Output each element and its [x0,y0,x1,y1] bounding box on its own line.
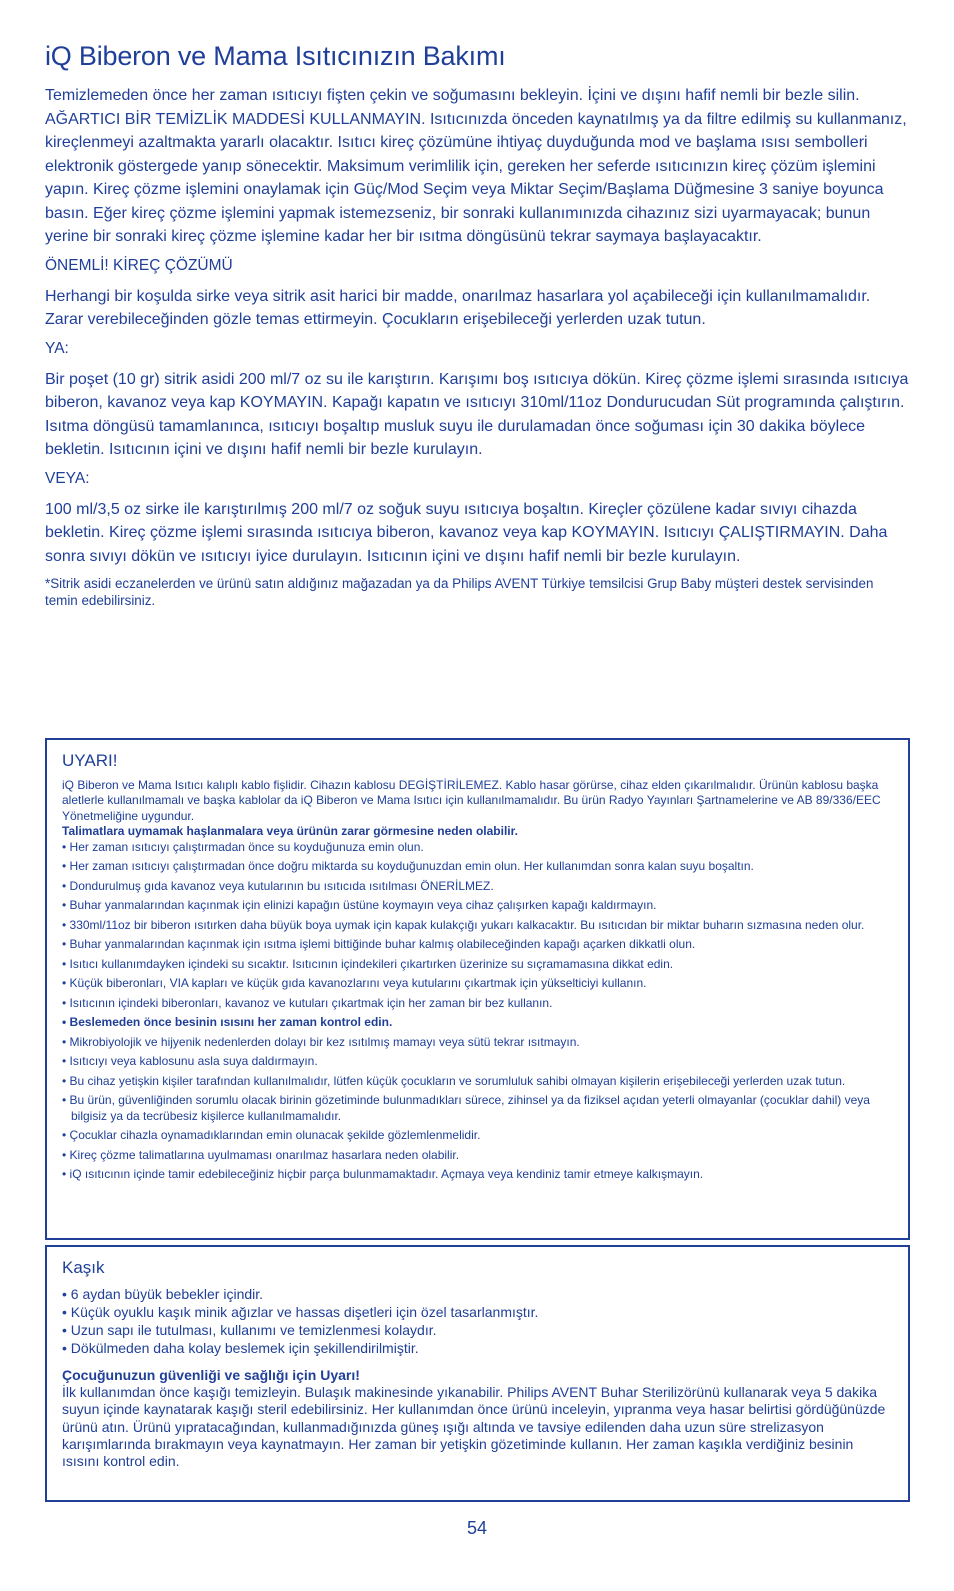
page-number: 54 [466,1518,488,1538]
ya-label: YA: [45,339,69,357]
warning-item: • Dondurulmuş gıda kavanoz veya kutularının bu ısıtıcıda ısıtılması ÖNERİLMEZ. [62,878,494,893]
warning-list [62,840,894,1183]
spoon-warning-title: Çocuğunuzun güvenliği ve sağlığı için Uyarı! [62,1367,360,1383]
spoon-item: • 6 aydan büyük bebekler içindir. [62,1286,264,1302]
important-label: ÖNEMLİ! KİREÇ ÇÖZÜMÜ [45,256,233,274]
warning-item: • Isıtıcıyı veya kablosunu asla suya daldırmayın. [62,1054,318,1069]
ya-paragraph: Bir poşet (10 gr) sitrik asidi 200 ml/7 oz su ile karıştırın. Karışımı boş ısıtıcıya dökün. Kireç çözme işlemi sırasında ısıtıcıya biberon, kavanoz veya kap KOYMAYIN. Kapağı kapatın ve ısıtıcıyı 310ml/11oz Dondurucudan Süt programında çalıştırın. Isıtma döngüsü tamamlanınca, ısıtıcıyı boşaltıp musluk suyu ile durulamadan önce soğuması için 30 dakika böylece bekletin. Isıtıcının içini ve dışını hafif nemli bir bezle kurulayın. [45,370,909,458]
spoon-item: • Dökülmeden daha kolay beslemek için şekillendirilmiştir. [62,1340,419,1356]
warning-box [45,738,910,1240]
warning-item: • 330ml/11oz bir biberon ısıtırken daha büyük boya uymak için kapak kulakçığı yukarı kalkacaktır. Bu ısıtıcıdan bir miktar buharın sızmasına neden olur. [62,917,865,932]
warning-bold-line: Talimatlara uymamak haşlanmalara veya ürünün zarar görmesine neden olabilir. [62,824,518,839]
warning-item: • iQ ısıtıcının içinde tamir edebileceğiniz hiçbir parça bulunmamaktadır. Açmaya veya kendiniz tamir etmeye kalkışmayın. [62,1167,704,1182]
veya-paragraph: 100 ml/3,5 oz sirke ile karıştırılmış 200 ml/7 oz soğuk suyu ısıtıcıya boşaltın. Kireçler çözülene kadar sıvıyı cihazda bekletin. Kireç çözme işlemi sırasında ısıtıcıya biberon, kavanoz veya kap KOYMAYIN. Isıtıcıyı ÇALIŞTIRMAYIN. Daha sonra sıvıyı dökün ve ısıtıcıyı iyice durulayın. Isıtıcının içini ve dışını hafif nemli bir bezle kurulayın. [45,500,888,565]
warning-item: • Buhar yanmalarından kaçınmak için ısıtma işlemi bittiğinde buhar kalmış olabileceğinden kapağı açarken dikkatli olun. [62,937,696,952]
warning-item: • Küçük biberonları, VIA kapları ve küçük gıda kavanozlarını veya kutularını çıkartmak için yükselticiyi kullanın. [62,976,647,991]
spoon-box [45,1245,910,1502]
warning-item: • Buhar yanmalarından kaçınmak için elinizi kapağın üstüne koymayın veya cihaz çalışırken kapağı kaldırmayın. [62,898,657,913]
warning-item: • Her zaman ısıtıcıyı çalıştırmadan önce su koyduğunuza emin olun. [62,839,424,854]
warning-item: • Her zaman ısıtıcıyı çalıştırmadan önce doğru miktarda su koyduğunuzdan emin olun. Her kullanımdan sonra kalan suyu boşaltın. [62,859,754,874]
warning-intro: iQ Biberon ve Mama Isıtıcı kalıplı kablo fişlidir. Cihazın kablosu DEGİŞTİRİLEMEZ. Kablo hasar görürse, cihaz elden çıkarılmalıdır. Ürünün kablosu başka aletlerle kullanılmamalı ve başka kablolar da iQ Biberon ve Mama Isıtıcı için kullanılmamalıdır. Bu ürün Radyo Yayınları Şartnamelerine ve AB 89/336/EEC Yönetmeliğine uygundur. [62,778,881,823]
spoon-warning-text: İlk kullanımdan önce kaşığı temizleyin. Bulaşık makinesinde yıkanabilir. Philips AVENT Buhar Sterilizörünü kullanarak veya 5 dakika suyun içinde kaynatarak kaşığı steril edebilirsiniz. Her kullanımdan önce ürünü inceleyin, yıpranma veya hasar belirtisi gördüğünüzde ürünü atın. Ürünü yıpratacağından, kullanmadığınızda güneş ışığı altında ve tavsiye edilenden daha uzun süre strelizasyon karışımlarında bırakmayın veya kaynatmayın. Her zaman bir yetişkin gözetiminde kullanın. Her zaman kaşıkla verdiğiniz besinin ısısını kontrol edin. [62,1384,886,1470]
intro-paragraph: Temizlemeden önce her zaman ısıtıcıyı fişten çekin ve soğumasını bekleyin. İçini ve dışını hafif nemli bir bezle silin. AĞARTICI BİR TEMİZLİK MADDESİ KULLANMAYIN. Isıtıcınızda önceden kaynatılmış ya da filtre edilmiş su kullanmanız, kireçlenmeyi azaltmakta yararlı olacaktır. Isıtıcı kireç çözümüne ihtiyaç duyduğunda mod ve başlama ısısı sembolleri elektronik göstergede yanıp sönecektir. Maksimum verimlilik için, gereken her seferde ısıtıcınızın kireç çözüm işlemini yapın. Kireç çözme işlemini onaylamak için Güç/Mod Seçim veya Miktar Seçim/Başlama Düğmesine 3 saniye boyunca basın. Eğer kireç çözme işlemini yapmak istemezseniz, bir sonraki kullanımınızda cihazınız sizi uyarmayacak; bunun yerine bir sonraki kireç çözme işlemine kadar her bir ısıtma döngüsünü tekrar saymaya başlayacaktır. [45,87,907,245]
warning-item: • Kireç çözme talimatlarına uyulmaması onarılmaz hasarlara neden olabilir. [62,1147,460,1162]
important-paragraph: Herhangi bir koşulda sirke veya sitrik asit harici bir madde, onarılmaz hasarlara yol açabileceği için kullanılmamalıdır. Zarar verebileceğinden gözle temas ettirmeyin. Çocukların erişebileceği yerlerden uzak tutun. [45,287,871,328]
warning-item: • Isıtıcının içindeki biberonları, kavanoz ve kutuları çıkartmak için her zaman bir bez kullanın. [62,995,553,1010]
page-content [45,40,909,609]
warning-item: • Beslemeden önce besinin ısısını her zaman kontrol edin. [62,1015,393,1030]
warning-item: • Çocuklar cihazla oynamadıklarından emin olunacak şekilde gözlemlenmelidir. [62,1128,481,1143]
page-title: iQ Biberon ve Mama Isıtıcınızın Bakımı [45,41,506,71]
spoon-item: • Küçük oyuklu kaşık minik ağızlar ve hassas dişetleri için özel tasarlanmıştır. [62,1304,539,1320]
spoon-item: • Uzun sapı ile tutulması, kullanımı ve temizlenmesi kolaydır. [62,1322,437,1338]
spoon-title: Kaşık [62,1258,105,1277]
warning-item: • Mikrobiyolojik ve hijyenik nedenlerden dolayı bir kez ısıtılmış mamayı veya sütü tekrar ısıtmayın. [62,1034,580,1049]
warning-item: • Bu cihaz yetişkin kişiler tarafından kullanılmalıdır, lütfen küçük çocukların ve sorumluluk sahibi olmayan kişilerin erişebileceği yerlerden uzak tutun. [62,1073,846,1088]
spoon-list [62,1285,894,1357]
warning-item: • Bu ürün, güvenliğinden sorumlu olacak birinin gözetiminde bulunmadıkları sürece, zihinsel ya da fiziksel açıdan yeterli olmayanlar (çocuklar dahil) veya bilgisiz ya da tecrübesiz kişilerce kullanılmamalıdır. [62,1093,870,1123]
warning-item: • Isıtıcı kullanımdayken içindeki su sıcaktır. Isıtıcının içindekileri çıkartırken üzerinize su sıçramamasına dikkat edin. [62,956,674,971]
veya-label: VEYA: [45,469,90,487]
warning-title: UYARI! [62,751,118,770]
footnote: *Sitrik asidi eczanelerden ve ürünü satın aldığınız mağazadan ya da Philips AVENT Türkiye temsilcisi Grup Baby müşteri destek servisinden temin edebilirsiniz. [45,576,874,608]
